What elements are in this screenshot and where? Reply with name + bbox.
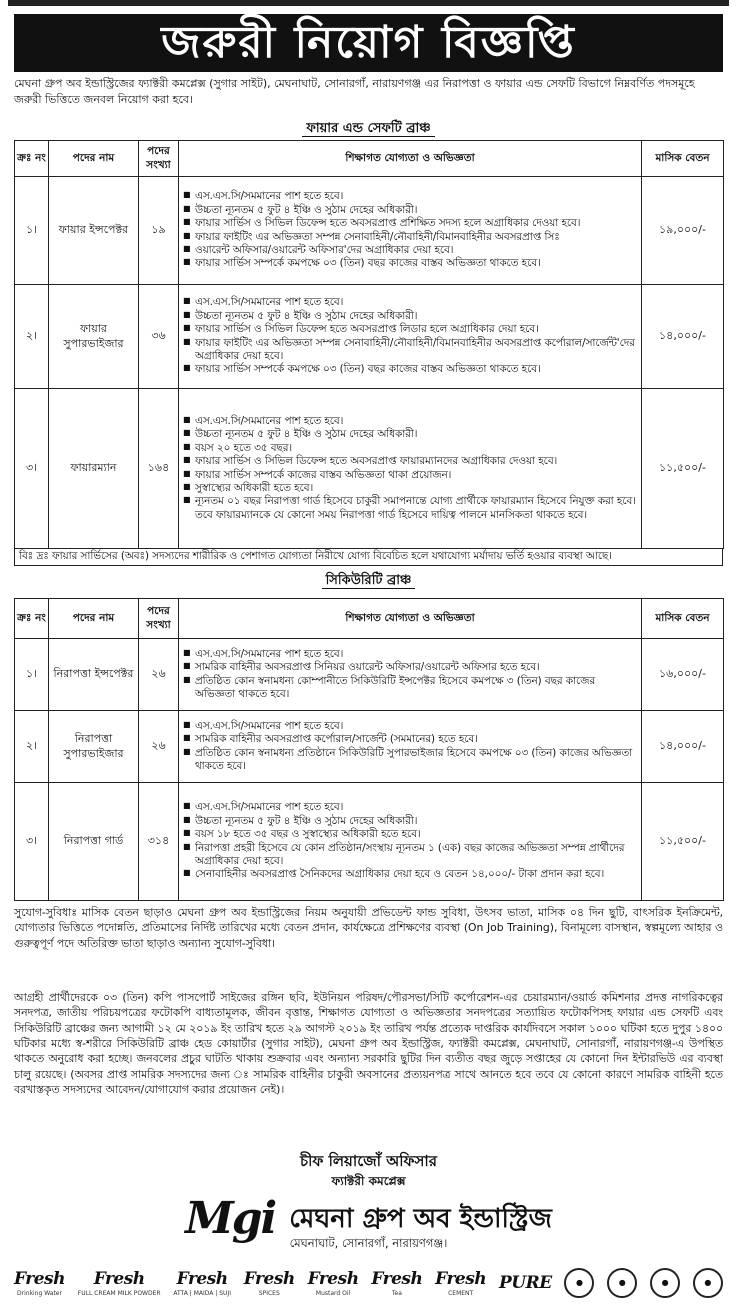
row-qualifications xyxy=(179,389,642,549)
qualification-item: ■ সুস্বাস্থ্যের অধিকারী হতে হবে। xyxy=(183,482,637,495)
row-qualifications xyxy=(179,711,642,783)
table-row xyxy=(15,285,724,389)
qualification-item: ■ সেনাবাহিনীর অবসরপ্রাপ্ত সৈনিকদের অগ্রাধিকার দেয়া হবে ও বেতন ১৪,০০০/- টাকা প্রদান করা হবে। xyxy=(183,868,637,881)
row-sl: ৩। xyxy=(15,783,49,901)
row-qualifications xyxy=(179,285,642,389)
brand-badge-icon: ● xyxy=(564,1268,594,1298)
header-qualification: শিক্ষাগত যোগ্যতা ও অভিজ্ঞতা xyxy=(179,141,642,177)
row-post: নিরাপত্তা ইন্সপেক্টর xyxy=(49,639,139,711)
qualification-item: ■ ফায়ার ফাইটিং এর অভিজ্ঞতা সম্পন্ন সেনাবাহিনী/নৌবাহিনী/বিমানবাহিনীর অবসরপ্রাপ্ত সিঃ xyxy=(183,231,637,244)
mgi-logo: Mgi xyxy=(185,1193,276,1244)
company-name: মেঘনা গ্রুপ অব ইন্ডাস্ট্রিজ xyxy=(289,1203,552,1234)
row-count: ৩১৪ xyxy=(139,783,179,901)
qualification-item: ■ উচ্চতা ন্যূনতম ৫ ফুট ৪ ইঞ্চি ও সুঠাম দেহের অধিকারী। xyxy=(183,428,637,441)
row-post: নিরাপত্তা গার্ড xyxy=(49,783,139,901)
table-row xyxy=(15,389,724,549)
brand-logo xyxy=(499,1272,552,1294)
qualification-item: ■ ফায়ার ফাইটিং এর অভিজ্ঞতা সম্পন্ন সেনাবাহিনী/নৌবাহিনী/বিমানবাহিনীর অবসরপ্রাপ্ত কর্পোরাল/সার্জেন্ট'দের অগ্রাধিকার দেয়া হবে। xyxy=(183,337,637,364)
brand-logo xyxy=(78,1268,161,1298)
row-qualifications xyxy=(179,639,642,711)
security-table xyxy=(14,598,724,901)
row-sl: ১। xyxy=(15,639,49,711)
header-post: পদের নাম xyxy=(49,141,139,177)
brand-name: Fresh xyxy=(243,1268,295,1289)
row-count: ২৬ xyxy=(139,639,179,711)
brand-logo xyxy=(435,1268,486,1298)
header-salary: মাসিক বেতন xyxy=(642,599,724,639)
qualification-item: ■ এস.এস.সি/সমমানের পাশ হতে হবে। xyxy=(183,801,637,814)
qualification-item: ■ উচ্চতা ন্যূনতম ৫ ফুট ৪ ইঞ্চি ও সুঠাম দেহের অধিকারী। xyxy=(183,815,637,828)
qualification-item: ■ প্রতিষ্ঠিত কোন স্বনামধন্য প্রতিষ্ঠানে সিকিউরিটি সুপারভাইজার হিসেবে কমপক্ষে ০৩ (তিন) কাজের অভিজ্ঞতা থাকতে হবে। xyxy=(183,747,637,774)
row-post: ফায়ারম্যান xyxy=(49,389,139,549)
company-address: মেঘনাঘাট, সোনারগাঁ, নারায়ণগঞ্জ। xyxy=(289,1236,448,1250)
qualification-item: ■ ফায়ার সার্ভিস সম্পর্কে কমপক্ষে ০৩ (তিন) বছর কাজের বাস্তব অভিজ্ঞতা থাকতে হবে। xyxy=(183,363,637,376)
qualification-item: ■ এস.এস.সি/সমমানের পাশ হতে হবে। xyxy=(183,296,637,309)
brand-logo xyxy=(14,1268,65,1298)
page-title: জরুরী নিয়োগ বিজ্ঞপ্তি xyxy=(14,14,723,72)
row-salary: ১৯,০০০/- xyxy=(642,177,724,285)
qualification-item: ■ ন্যূনতম ০১ বছর নিরাপত্তা গার্ড হিসেবে চাকুরী সমাপনান্তে যোগ্য প্রার্থীকে ফায়ারম্যান হিসেবে নিযুক্ত করা হবে। তবে ফায়ারম্যানকে যে কোনো সময় নিরাপত্তা গার্ড হিসেবে দায়িত্ব পালনে মানসিকতা থাকতে হবে। xyxy=(183,495,637,522)
row-count: ১৯ xyxy=(139,177,179,285)
brand-name: Fresh xyxy=(176,1268,228,1289)
qualification-item: ■ বয়স ২০ হতে ৩৫ বছর। xyxy=(183,442,637,455)
header-salary: মাসিক বেতন xyxy=(642,141,724,177)
brand-badge-icon: ● xyxy=(693,1268,723,1298)
brand-strip xyxy=(14,1262,723,1304)
brand-badge-icon: ● xyxy=(650,1268,680,1298)
row-salary: ১৪,০০০/- xyxy=(642,285,724,389)
qualification-item: ■ ফায়ার সার্ভিস ও সিভিল ডিফেন্স হতে অবসরপ্রাপ্ত প্রশিক্ষিত সদস্য হলে অগ্রাধিকার দেওয়া হবে। xyxy=(183,217,637,230)
qualification-item: ■ উচ্চতা ন্যূনতম ৫ ফুট ৪ ইঞ্চি ও সুঠাম দেহের অধিকারী। xyxy=(183,310,637,323)
signatory-complex: ফ্যাক্টরী কমপ্লেক্স xyxy=(331,1174,406,1188)
brand-badge-icon: ● xyxy=(607,1268,637,1298)
qualification-item: ■ এস.এস.সি/সমমানের পাশ হতে হবে। xyxy=(183,648,637,661)
fire-note: বিঃ দ্রঃ ফায়ার সার্ভিসের (অবঃ) সদস্যদের শারীরিক ও পেশাগত যোগ্যতা নিরীখে যোগ্য বিবেচিত হলে যথাযোগ্য মর্যাদায় ভর্তি হওয়ার ব্যবস্থা আছে। xyxy=(14,548,723,566)
row-count: ১৬৪ xyxy=(139,389,179,549)
qualification-item: ■ এস.এস.সি/সমমানের পাশ হতে হবে। xyxy=(183,190,637,203)
qualification-item: ■ ওয়ারেন্ট অফিসার/ওয়ারেন্ট অফিসার'দের অগ্রাধিকার দেয়া হবে। xyxy=(183,244,637,257)
fire-table-header xyxy=(15,141,724,177)
brand-name: Fresh xyxy=(435,1268,487,1289)
table-row xyxy=(15,639,724,711)
header-count: পদের সংখ্যা xyxy=(139,599,179,639)
qualification-item: ■ ফায়ার সার্ভিস ও সিভিল ডিফেন্স হতে অবসরপ্রাপ্ত ফায়ারম্যানদের অগ্রাধিকার দেওয়া হবে। xyxy=(183,455,637,468)
brand-name: PURE xyxy=(498,1272,552,1293)
brand-sub: ATTA | MAIDA | SUJI xyxy=(173,1290,231,1298)
signatory-title: চীফ লিয়াজোঁ অফিসার xyxy=(300,1152,437,1170)
brand-sub: SPICES xyxy=(258,1290,280,1298)
brand-logo xyxy=(173,1268,231,1298)
brand-logo xyxy=(371,1268,422,1298)
header-qualification: শিক্ষাগত যোগ্যতা ও অভিজ্ঞতা xyxy=(179,599,642,639)
security-table-header xyxy=(15,599,724,639)
qualification-item: ■ বয়স ১৮ হতে ৩৫ বছর ও সুস্বাস্থ্যের অধিকারী হতে হবে। xyxy=(183,828,637,841)
brand-logo xyxy=(244,1268,295,1298)
row-post: ফায়ার সুপারভাইজার xyxy=(49,285,139,389)
top-border xyxy=(8,0,729,6)
header-post: পদের নাম xyxy=(49,599,139,639)
qualification-item: ■ ফায়ার সার্ভিস সম্পর্কে কাজের বাস্তব অভিজ্ঞতা থাকা প্রয়োজন। xyxy=(183,469,637,482)
brand-sub: CEMENT xyxy=(448,1290,474,1298)
intro-text: মেঘনা গ্রুপ অব ইন্ডাস্ট্রিজের ফ্যাক্টরী কমপ্লেক্স (সুগার সাইট), মেঘনাঘাট, সোনারগাঁ, নারায়ণগঞ্জ এর নিরাপত্তা ও ফায়ার এন্ড সেফটি বিভাগে নিম্নবর্ণিত পদসমূহে জরুরী ভিত্তিতে জনবল নিয়োগ করা হবে। xyxy=(14,77,695,106)
fire-section-title: ফায়ার এন্ড সেফটি ব্রাঞ্চ xyxy=(0,120,737,137)
brand-name: Fresh xyxy=(14,1268,65,1289)
qualification-item: ■ ফায়ার সার্ভিস ও সিভিল ডিফেন্স হতে অবসরপ্রাপ্ত লিডার হলে অগ্রাধিকার দেয়া হবে। xyxy=(183,323,637,336)
brand-name: Fresh xyxy=(371,1268,423,1289)
brand-name: Fresh xyxy=(93,1268,145,1289)
row-sl: ৩। xyxy=(15,389,49,549)
qualification-item: ■ এস.এস.সি/সমমানের পাশ হতে হবে। xyxy=(183,415,637,428)
header-sl: ক্রঃ নং xyxy=(15,599,49,639)
brand-name: Fresh xyxy=(307,1268,359,1289)
qualification-item: ■ এস.এস.সি/সমমানের পাশ হতে হবে। xyxy=(183,720,637,733)
row-salary: ১৬,০০০/- xyxy=(642,639,724,711)
row-salary: ১৪,০০০/- xyxy=(642,711,724,783)
qualification-item: ■ প্রতিষ্ঠিত কোন স্বনামধন্য কোম্পানীতে সিকিউরিটি ইন্সপেক্টর হিসেবে কমপক্ষে ৩ (তিন) বছর কাজের অভিজ্ঞতা থাকতে হবে। xyxy=(183,675,637,702)
row-sl: ২। xyxy=(15,711,49,783)
row-salary: ১১,৫০০/- xyxy=(642,389,724,549)
row-count: ২৬ xyxy=(139,711,179,783)
row-sl: ২। xyxy=(15,285,49,389)
fire-table xyxy=(14,140,724,549)
application-paragraph: আগ্রহী প্রার্থীদেরকে ০৩ (তিন) কপি পাসপোর্ট সাইজের রঙ্গিন ছবি, ইউনিয়ন পরিষদ/পৌরসভা/সিটি কর্পোরেশন-এর চেয়ারম্যান/ওয়ার্ড কমিশনার প্রদত্ত নাগরিকত্বের সনদপত্র, জাতীয় পরিচয়পত্রের ফটোকপি বাধ্যতামূলক, জীবন বৃত্তান্ত, শিক্ষাগত যোগ্যতা ও অভিজ্ঞতার সনদপত্রের সত্যায়িত ফটোকপিসহ ফায়ার এন্ড সেফটি এবং সিকিউরিটি ব্রাঞ্চের জন্য আগামী ১২ মে ২০১৯ ইং তারিখ হতে ২৯ আগস্ট ২০১৯ ইং তারিখ পর্যন্ত প্রত্যেক দাপ্তরিক কার্যদিবসে সকাল ১০০০ ঘটিকা হতে দুপুর ১৪০০ ঘটিকার মধ্যে স্ব-শরীরে সিকিউরিটি ব্রাঞ্চ হেড কোয়ার্টার (সুগার সাইট), মেঘনা গ্রুপ অব ইন্ডাস্ট্রিজ, ফ্যাক্টরী কমপ্লেক্স, মেঘনাঘাট, সোনারগাঁ, নারায়ণগঞ্জ-এ উপস্থিত থাকতে অনুরোধ করা হচ্ছে। জনবলের প্রচুর ঘাটতি থাকায় শুক্রবার এবং অন্যান্য সরকারি ছুটির দিন ব্যতীত বছর জুড়ে সপ্তাহের যে কোনো দিন ইন্টারভিউ এর ব্যবস্থা চালু রয়েছে। (অবসর প্রাপ্ত সামরিক সদস্যদের জন্য ঃ সামরিক বাহিনীর চাকুরী অবসানের প্রত্যয়নপত্র সাথে আনতে হবে তবে যে কোনো কারণে সামরিক বাহিনী হতে বরখাস্তকৃত সদস্যদের আবেদন/যোগাযোগ করার প্রয়োজন নেই)। xyxy=(14,991,723,1096)
benefits-paragraph: সুযোগ-সুবিধাঃ মাসিক বেতন ছাড়াও মেঘনা গ্রুপ অব ইন্ডাস্ট্রিজের নিয়ম অনুযায়ী প্রভিডেন্ট ফান্ড সুবিধা, উৎসব ভাতা, মাসিক ০৪ দিন ছুটি, বাৎসরিক ইনক্রিমেন্ট, যোগ্যতার ভিত্তিতে পদোন্নতি, প্রতিমাসের নির্দিষ্ট তারিখের মধ্যে বেতন প্রদান, কার্যক্ষেত্রে প্রশিক্ষণের ব্যবস্থা (On Job Training), বিনামূল্যে বাসস্থান, স্বল্পমূল্যে আহার ও গুরুত্বপূর্ণ পদে অতিরিক্ত ভাতা ছাড়াও অন্যান্য সুযোগ-সুবিধা। xyxy=(14,906,723,950)
qualification-item: ■ উচ্চতা ন্যূনতম ৫ ফুট ৪ ইঞ্চি ও সুঠাম দেহের অধিকারী। xyxy=(183,204,637,217)
qualification-item: ■ নিরাপত্তা প্রহরী হিসেবে যে কোন প্রতিষ্ঠান/সংস্থায় ন্যূনতম ১ (এক) বছর কাজের অভিজ্ঞতা সম্পন্ন প্রার্থীদের অগ্রাধিকার দেয়া হবে। xyxy=(183,842,637,869)
qualification-item: ■ সামরিক বাহিনীর অবসরপ্রাপ্ত সিনিয়র ওয়ারেন্ট অফিসার/ওয়ারেন্ট অফিসার হতে হবে। xyxy=(183,661,637,674)
row-count: ৩৬ xyxy=(139,285,179,389)
row-post: নিরাপত্তা সুপারভাইজার xyxy=(49,711,139,783)
security-section-title: সিকিউরিটি ব্রাঞ্চ xyxy=(0,572,737,589)
brand-sub: Mustard Oil xyxy=(315,1290,351,1298)
header-sl: ক্রঃ নং xyxy=(15,141,49,177)
row-salary: ১১,৫০০/- xyxy=(642,783,724,901)
row-post: ফায়ার ইন্সপেক্টর xyxy=(49,177,139,285)
table-row xyxy=(15,177,724,285)
row-qualifications xyxy=(179,177,642,285)
header-count: পদের সংখ্যা xyxy=(139,141,179,177)
brand-logo xyxy=(308,1268,359,1298)
row-sl: ১। xyxy=(15,177,49,285)
brand-sub: Drinking Water xyxy=(17,1290,62,1298)
brand-sub: FULL CREAM MILK POWDER xyxy=(77,1290,161,1298)
table-row xyxy=(15,711,724,783)
row-qualifications xyxy=(179,783,642,901)
table-row xyxy=(15,783,724,901)
brand-sub: Tea xyxy=(391,1290,402,1298)
qualification-item: ■ ফায়ার সার্ভিস সম্পর্কে কমপক্ষে ০৩ (তিন) বছর কাজের বাস্তব অভিজ্ঞতা থাকতে হবে। xyxy=(183,257,637,270)
qualification-item: ■ সামরিক বাহিনীর অবসরপ্রাপ্ত কর্পোরাল/সার্জেন্ট (সমমানের) হতে হবে। xyxy=(183,733,637,746)
